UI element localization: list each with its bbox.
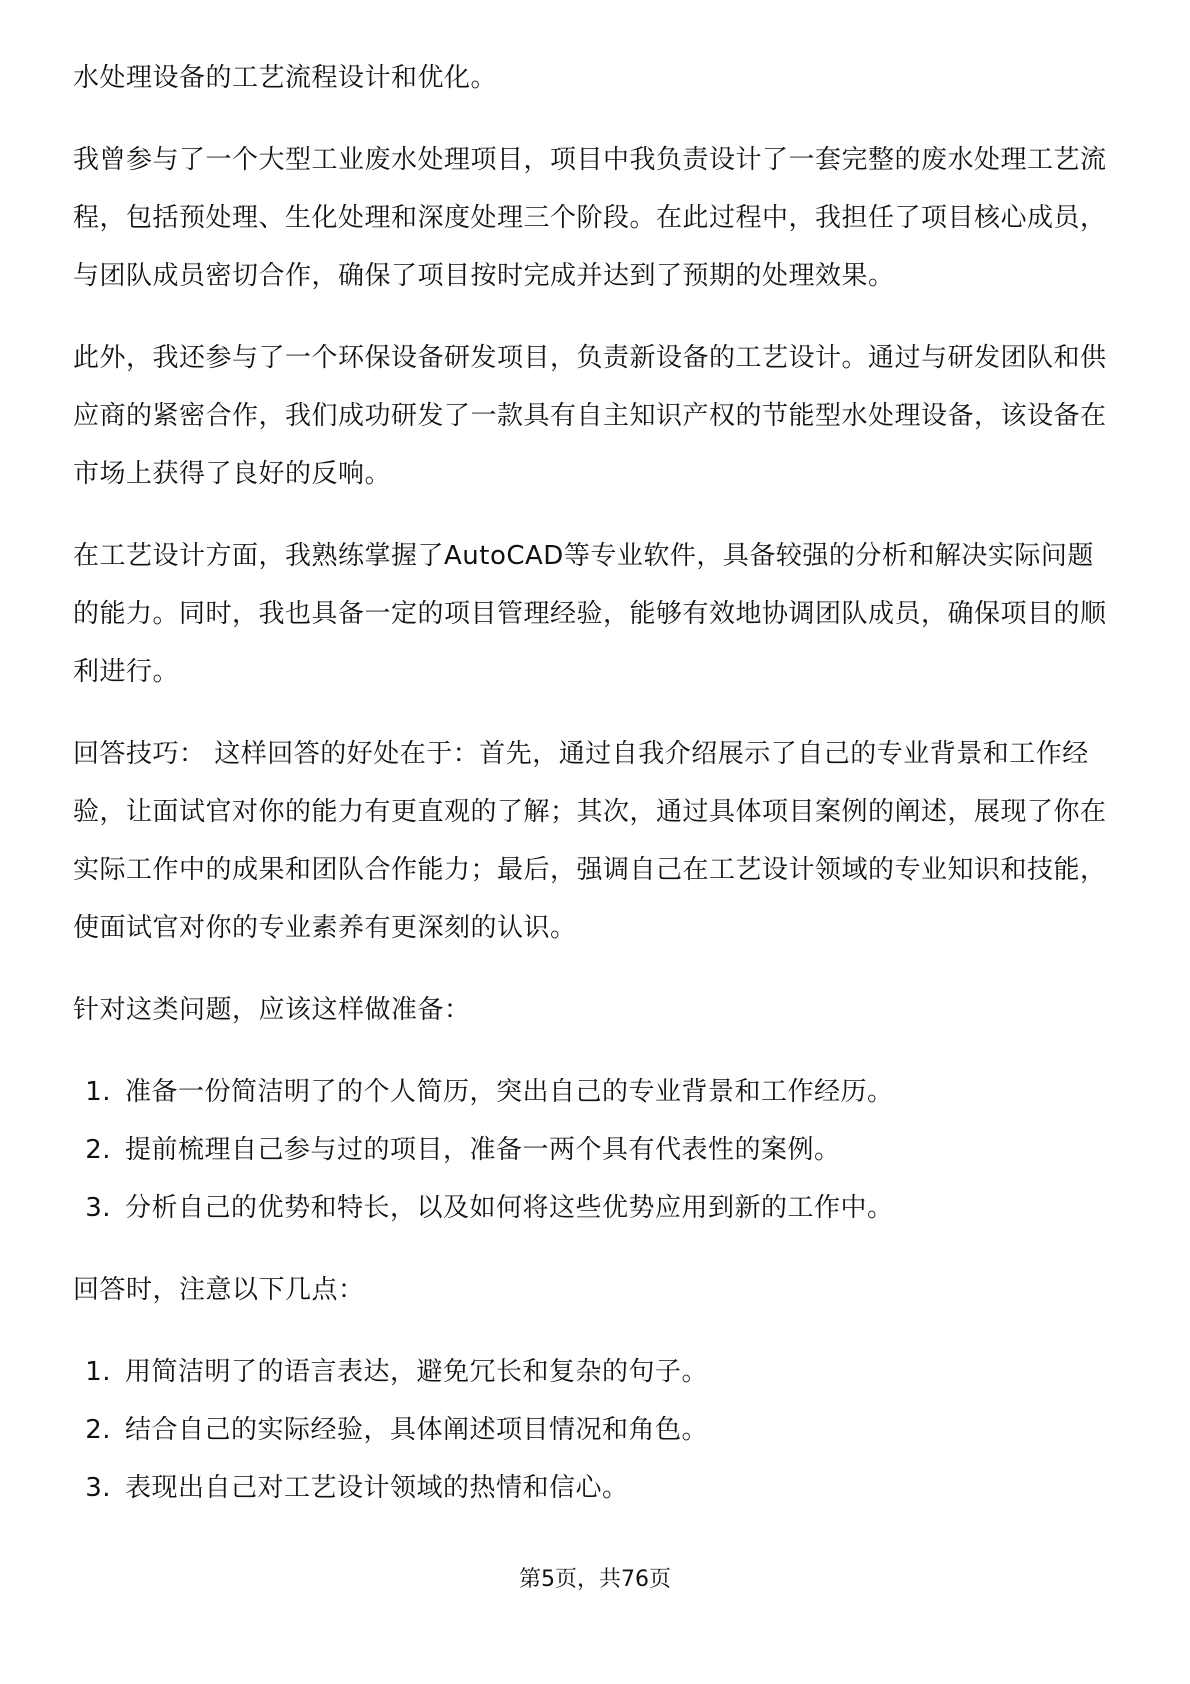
list-item-text: 结合自己的实际经验，具体阐述项目情况和角色。 [125,1415,709,1445]
list-item-number: 1. [85,1357,111,1387]
paragraph-process-design-skills: 在工艺设计方面，我熟练掌握了AutoCAD等专业软件，具备较强的分析和解决实际问题的能力。同时，我也具备一定的项目管理经验，能够有效地协调团队成员，确保项目的顺利进行。 [73,541,1107,687]
list-item-number: 2. [85,1415,111,1445]
answer-list [73,1343,1118,1517]
list-item-text: 准备一份简洁明了的个人简历，突出自己的专业背景和工作经历。 [125,1077,894,1107]
list-item [73,1121,1118,1179]
list-item-text: 表现出自己对工艺设计领域的热情和信心。 [125,1473,629,1503]
list-item-number: 2. [85,1135,111,1165]
paragraph-wastewater-project: 我曾参与了一个大型工业废水处理项目，项目中我负责设计了一套完整的废水处理工艺流程，包括预处理、生化处理和深度处理三个阶段。在此过程中，我担任了项目核心成员，与团队成员密切合作，确保了项目按时完成并达到了预期的处理效果。 [73,145,1107,291]
list-item [73,1063,1118,1121]
list-item [73,1459,1118,1517]
prep-list [73,1063,1118,1237]
paragraph-equipment-rd: 此外，我还参与了一个环保设备研发项目，负责新设备的工艺设计。通过与研发团队和供应商的紧密合作，我们成功研发了一款具有自主知识产权的节能型水处理设备，该设备在市场上获得了良好的反响。 [73,343,1107,489]
list-item [73,1401,1118,1459]
paragraph-answer-heading: 回答时，注意以下几点： [73,1275,365,1305]
list-item-number: 3. [85,1473,111,1503]
list-item-number: 1. [85,1077,111,1107]
paragraph-prep-heading: 针对这类问题，应该这样做准备： [73,995,471,1025]
page-content [73,49,1118,1541]
list-item-text: 提前梳理自己参与过的项目，准备一两个具有代表性的案例。 [125,1135,841,1165]
paragraph-answer-tips: 回答技巧： 这样回答的好处在于：首先，通过自我介绍展示了自己的专业背景和工作经验，让面试官对你的能力有更直观的了解；其次，通过具体项目案例的阐述，展现了你在实际工作中的成果和团队合作能力；最后，强调自己在工艺设计领域的专业知识和技能，使面试官对你的专业素养有更深刻的认识。 [73,739,1107,943]
list-item-text: 分析自己的优势和特长，以及如何将这些优势应用到新的工作中。 [125,1193,894,1223]
paragraph-intro-tail: 水处理设备的工艺流程设计和优化。 [73,63,498,93]
list-item-text: 用简洁明了的语言表达，避免冗长和复杂的句子。 [125,1357,709,1387]
list-item [73,1343,1118,1401]
list-item [73,1179,1118,1237]
list-item-number: 3. [85,1193,111,1223]
page-number-footer: 第5页，共76页 [519,1567,671,1592]
